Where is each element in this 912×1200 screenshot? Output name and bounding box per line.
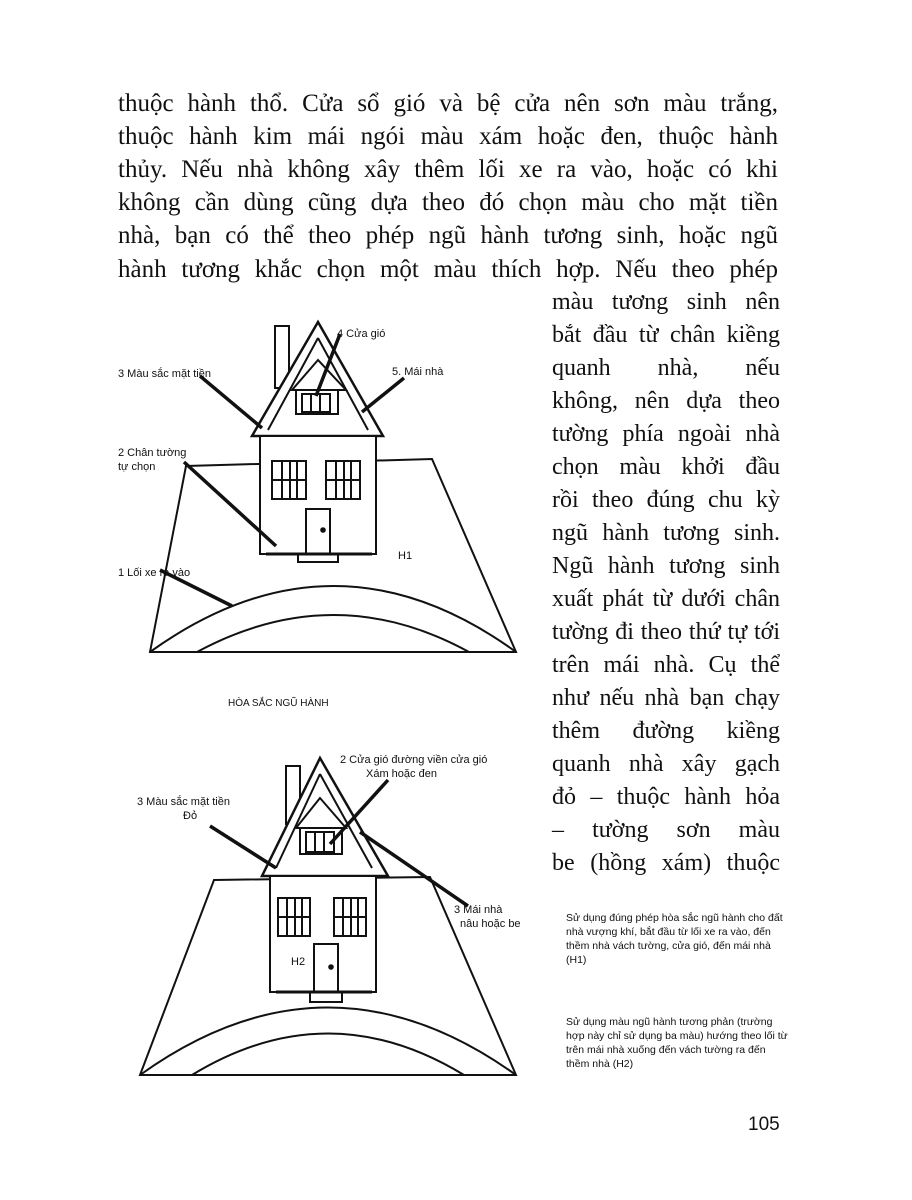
text-line: Ngũ hành tương sinh [552, 553, 780, 579]
label-h1-driveway: 1 Lối xe ra vào [118, 567, 191, 579]
label-h1-wall: 2 Chân tường [118, 447, 187, 459]
text-line: trên mái nhà. Cụ thể [552, 652, 780, 678]
text-line: – tường sơn màu [552, 817, 780, 843]
text-line: rồi theo đúng chu kỳ [552, 487, 780, 513]
text-line: nhà, bạn có thể theo phép ngũ hành tương sinh, hoặc ngũ [118, 222, 778, 249]
text-line: chọn màu khởi đầu [552, 454, 780, 480]
label-h2-window: 2 Cửa gió đường viền cửa gió [340, 754, 488, 766]
label-h2-facade-line2: Đỏ [183, 810, 198, 822]
label-h2-roof: 3 Mái nhà [454, 904, 503, 916]
label-h2-window-line2: Xám hoặc đen [366, 768, 437, 780]
text-line: ngũ hành tương sinh. [552, 520, 780, 546]
text-line: quanh nhà, nếu [552, 355, 780, 381]
figure-title: HÒA SẮC NGŨ HÀNH [228, 698, 329, 709]
text-line: bắt đầu từ chân kiềng [552, 322, 780, 348]
text-line: tường phía ngoài nhà [552, 421, 780, 447]
page-number: 105 [748, 1114, 780, 1135]
label-h1-facade: 3 Màu sắc mặt tiền [118, 368, 211, 380]
label-h1-wall-line2: tự chọn [118, 461, 156, 473]
caption-text: Sử dụng màu ngũ hành tương phản (trường hợp này chỉ sử dụng ba màu) hướng theo lối từ trên mái nhà xuống đến vách tường ra đến thềm nhà (H2) [566, 1016, 788, 1070]
text-line: quanh nhà xây gạch [552, 751, 780, 777]
caption-h1 [566, 911, 788, 967]
caption-text: Sử dụng đúng phép hòa sắc ngũ hành cho đất nhà vượng khí, bắt đầu từ lối xe ra vào, đến thềm nhà vách tường, cửa gió, đến mái nhà (H1) [566, 912, 783, 966]
text-line: như nếu nhà bạn chạy [552, 685, 780, 711]
caption-h2 [566, 1015, 788, 1071]
text-line: be (hồng xám) thuộc [552, 850, 780, 876]
label-h1-roof: 5. Mái nhà [392, 366, 444, 378]
text-line: thuộc hành kim mái ngói màu xám hoặc đen, thuộc hành [118, 123, 778, 150]
tag-h1: H1 [398, 550, 413, 562]
text-line: đỏ – thuộc hành hỏa [552, 784, 780, 810]
text-line: tường đi theo thứ tự tới [552, 619, 780, 645]
text-line: thêm đường kiềng [552, 718, 780, 744]
text-line: màu tương sinh nên [552, 289, 780, 315]
text-line: thuộc hành thổ. Cửa sổ gió và bệ cửa nên sơn màu trắng, [118, 90, 778, 117]
text-line: thủy. Nếu nhà không xây thêm lối xe ra vào, hoặc có khi [118, 156, 778, 183]
text-line: xuất phát từ dưới chân [552, 586, 780, 612]
text-line: không cần dùng cũng dựa theo đó chọn màu cho mặt tiền [118, 189, 778, 216]
tag-h2: H2 [291, 956, 306, 968]
label-h2-roof-line2: nâu hoặc be [460, 918, 521, 930]
text-line: không, nên dựa theo [552, 388, 780, 414]
text-line: hành tương khắc chọn một màu thích hợp. Nếu theo phép [118, 256, 778, 283]
label-h1-window: 4 Cửa gió [337, 328, 386, 340]
label-h2-facade: 3 Màu sắc mặt tiền [137, 796, 230, 808]
